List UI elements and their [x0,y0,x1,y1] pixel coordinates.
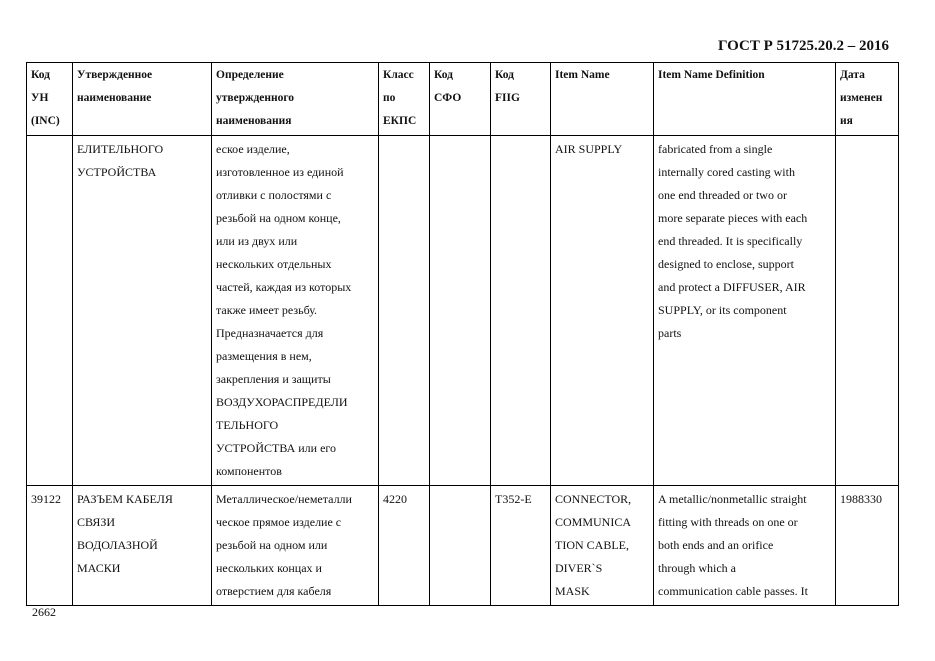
column-header-ekps-class: Класс по ЕКПС [379,63,430,136]
cell-approved-name: РАЗЪЕМ КАБЕЛЯ СВЯЗИ ВОДОЛАЗНОЙ МАСКИ [73,486,212,606]
column-header-item-name-definition: Item Name Definition [654,63,836,136]
cell-inc: 39122 [27,486,73,606]
catalog-table [26,62,899,606]
cell-fiig-code: T352-E [491,486,551,606]
cell-sfo-code [430,136,491,486]
cell-definition: еское изделие, изготовленное из единой отливки с полостями с резьбой на одном конце, или из двух или нескольких отдельных частей, каждая из которых также имеет резьбу. Предназначается для размещения в нем, закрепления и защиты ВОЗДУХОРАСПРЕДЕЛИ ТЕЛЬНОГО УСТРОЙСТВА или его компонентов [212,136,379,486]
cell-approved-name: ЕЛИТЕЛЬНОГО УСТРОЙСТВА [73,136,212,486]
column-header-inc: Код УН (INC) [27,63,73,136]
column-header-item-name: Item Name [551,63,654,136]
cell-item-name-definition: A metallic/nonmetallic straight fitting with threads on one or both ends and an orifice through which a communication cable passes. It [654,486,836,606]
document-standard-header: ГОСТ Р 51725.20.2 – 2016 [717,38,889,54]
cell-item-name: AIR SUPPLY [551,136,654,486]
table-row [27,486,899,606]
column-header-sfo-code: Код СФО [430,63,491,136]
table-row [27,136,899,486]
cell-change-date [836,136,899,486]
cell-fiig-code [491,136,551,486]
cell-item-name-definition: fabricated from a single internally cored casting with one end threaded or two or more separate pieces with each end threaded. It is specifically designed to enclose, support and protect a DIFFUSER, AIR SUPPLY, or its component parts [654,136,836,486]
cell-inc [27,136,73,486]
cell-ekps-class [379,136,430,486]
table-header-row [27,63,899,136]
cell-ekps-class: 4220 [379,486,430,606]
cell-sfo-code [430,486,491,606]
column-header-approved-name: Утвержденное наименование [73,63,212,136]
column-header-fiig-code: Код FIIG [491,63,551,136]
cell-item-name: CONNECTOR, COMMUNICA TION CABLE, DIVER`S MASK [551,486,654,606]
cell-change-date: 1988330 [836,486,899,606]
page-number: 2662 [32,605,56,619]
cell-definition: Металлическое/неметалли ческое прямое изделие с резьбой на одном или нескольких концах и отверстием для кабеля [212,486,379,606]
column-header-definition: Определение утвержденного наименования [212,63,379,136]
column-header-change-date: Дата изменен ия [836,63,899,136]
